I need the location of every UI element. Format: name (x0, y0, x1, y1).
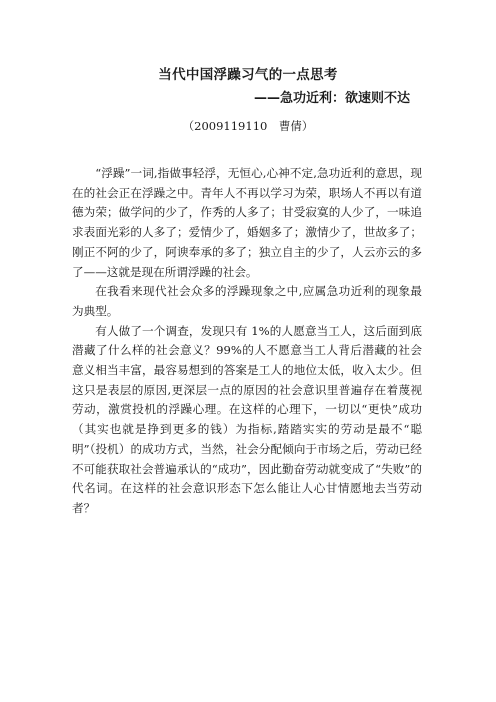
document-body (72, 164, 422, 519)
paragraph: “浮躁”一词,指做事轻浮，无恒心,心神不定,急功近利的意思，现在的社会正在浮躁之中。青年人不再以学习为荣，职场人不再以有道德为荣；做学问的少了，作秀的人多了；甘受寂寞的人少了，一味追求表面光彩的人多了；爱情少了，婚姻多了；激情少了，世故多了；刚正不阿的少了，阿谀奉承的多了；独立自主的少了，人云亦云的多了——这就是现在所谓浮躁的社会。 (72, 166, 422, 279)
document-subtitle: ——急功近利：欲速则不达 (253, 91, 410, 106)
author-line: （2009119110 曹倩） (182, 119, 314, 133)
paragraph: 在我看来现代社会众多的浮躁现象之中,应属急功近利的现象最为典型。 (72, 284, 422, 318)
paragraph: 有人做了一个调查，发现只有 1%的人愿意当工人，这后面到底潜藏了什么样的社会意义？99%的人不愿意当工人背后潜藏的社会意义相当丰富，最容易想到的答案是工人的地位太低，收入太少。但这只是表层的原因,更深层一点的原因的社会意识里普遍存在着蔑视劳动，激赏投机的浮躁心理。在这样的心理下，一切以“更快”成功（其实也就是挣到更多的钱）为指标,踏踏实实的劳动是最不“聪明”（投机）的成功方式，当然，社会分配倾向于市场之后，劳动已经不可能获取社会普遍承认的“成功”，因此勤奋劳动就变成了“失败”的代名词。在这样的社会意识形态下怎么能让人心甘情愿地去当劳动者？ (72, 323, 422, 515)
document-title: 当代中国浮躁习气的一点思考 (158, 67, 338, 83)
